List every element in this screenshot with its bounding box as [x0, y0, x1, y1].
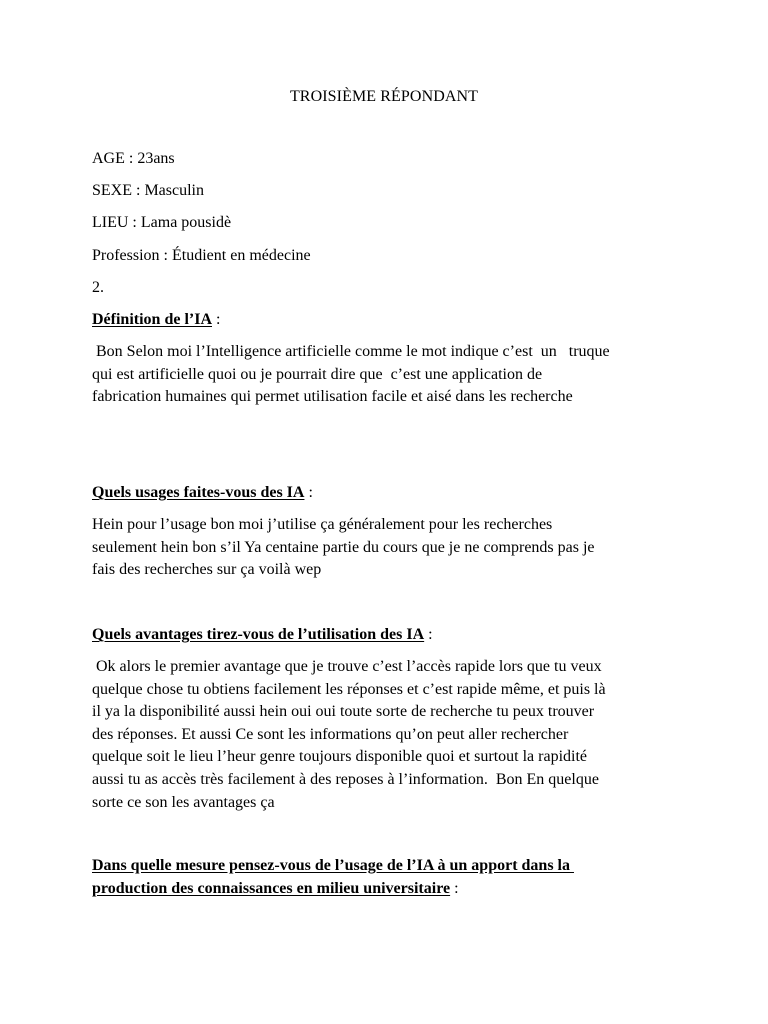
heading-text: Quels avantages tirez-vous de l’utilisation des IA [92, 626, 425, 643]
section-heading-definition [92, 309, 220, 332]
paragraph-line: aussi tu as accès très facilement à des reposes à l’information. Bon En quelque [92, 770, 599, 788]
section-body-avantages [92, 656, 692, 814]
section-heading-apport [92, 855, 574, 900]
paragraph-line: fabrication humaines qui permet utilisation facile et aisé dans les recherche [92, 388, 573, 406]
paragraph-line: quelque soit le lieu l’heur genre toujours disponible quoi et surtout la rapidité [92, 748, 587, 766]
paragraph-line: seulement hein bon s’il Ya centaine partie du cours que je ne comprends pas je [92, 538, 595, 556]
heading-suffix: : [450, 879, 459, 897]
section-body-usages [92, 514, 692, 582]
paragraph-line: Hein pour l’usage bon moi j’utilise ça généralement pour les recherches [92, 516, 553, 533]
heading-row [92, 855, 574, 878]
paragraph-line: quelque chose tu obtiens facilement les réponses et c’est rapide même, et puis là [92, 680, 606, 698]
paragraph-line: des réponses. Et aussi Ce sont les informations qu’on peut aller rechercher [92, 725, 569, 743]
paragraph-line: qui est artificielle quoi ou je pourrait dire que c’est une application de [92, 365, 543, 383]
heading-row [92, 309, 220, 332]
heading-text: Définition de l’IA [92, 311, 212, 328]
document-title: TROISIÈME RÉPONDANT [289, 88, 479, 105]
heading-row [92, 482, 313, 505]
paragraph-line: Ok alors le premier avantage que je trouve c’est l’accès rapide lors que tu veux [92, 658, 602, 675]
profile-age: AGE : 23ans [92, 150, 175, 167]
section-heading-usages [92, 482, 313, 505]
heading-suffix: : [424, 626, 433, 643]
heading-text: production des connaissances en milieu universitaire [92, 879, 451, 897]
heading-row [92, 624, 433, 647]
heading-suffix: : [212, 311, 221, 328]
paragraph-line: fais des recherches sur ça voilà wep [92, 561, 322, 579]
heading-suffix: : [304, 484, 313, 501]
paragraph-line: sorte ce son les avantages ça [92, 793, 275, 811]
question-number: 2. [92, 279, 104, 296]
paragraph-line: il ya la disponibilité aussi hein oui oui toute sorte de recherche tu peux trouver [92, 703, 595, 721]
profile-profession: Profession : Étudient en médecine [92, 247, 311, 264]
heading-row [92, 878, 574, 901]
section-body-definition [92, 341, 692, 409]
section-heading-avantages [92, 624, 433, 647]
heading-text: Dans quelle mesure pensez-vous de l’usage de l’IA à un apport dans la [92, 857, 574, 874]
heading-text: Quels usages faites-vous des IA [92, 484, 305, 501]
profile-lieu: LIEU : Lama pousidè [92, 214, 232, 231]
profile-sexe: SEXE : Masculin [92, 182, 204, 199]
paragraph-line: Bon Selon moi l’Intelligence artificielle comme le mot indique c’est un truque [92, 343, 610, 360]
